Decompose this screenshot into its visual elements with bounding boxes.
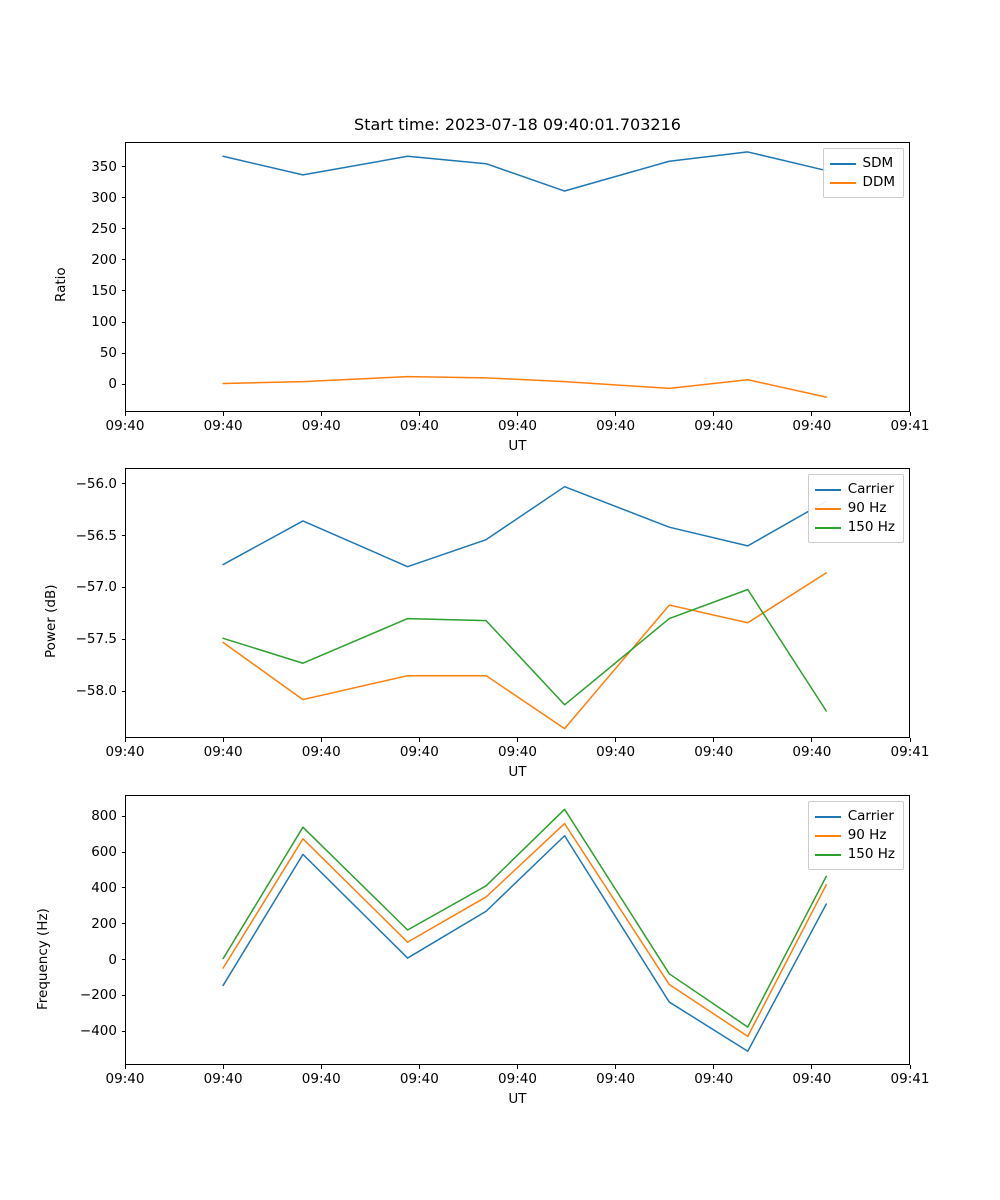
y-tick-label: 50 [99,345,117,362]
legend-label: SDM [862,155,894,171]
x-tick-label: 09:40 [694,418,734,434]
power-panel [43,468,930,780]
x-tick-label: 09:40 [498,744,537,760]
x-tick-label: 09:40 [301,1071,341,1087]
legend-color-swatch [830,163,856,165]
y-tick-label: −57.0 [75,579,117,596]
y-tick-label: −56.0 [75,475,117,492]
frequency-series-svg [125,795,910,1065]
x-tickmark [223,738,224,742]
x-tickmark [125,738,126,742]
legend-item[interactable] [830,154,895,173]
x-tick-label: 09:40 [105,744,145,760]
y-tickmark [122,197,126,198]
legend-label: Carrier [847,481,894,497]
y-tick-label: 0 [108,951,117,968]
y-tick-label: 800 [91,808,117,825]
y-tickmark [122,483,126,484]
legend-item[interactable] [815,480,895,499]
legend-color-swatch [815,527,841,529]
y-tickmark [122,166,126,167]
y-tickmark [122,228,126,229]
y-tick-label: 250 [91,220,117,237]
y-tick-label: 200 [91,915,117,932]
x-tickmark [321,412,322,416]
x-tick-label: 09:40 [694,744,734,760]
x-tickmark [419,738,420,742]
x-tickmark [910,1065,911,1069]
x-tick-label: 09:40 [792,418,832,434]
x-tickmark [811,412,812,416]
ratio-series-svg [125,142,910,412]
x-tick-label: 09:40 [399,418,439,434]
x-tick-label: 09:40 [596,744,636,760]
x-tickmark [517,412,518,416]
x-tickmark [321,738,322,742]
x-tick-label: 09:41 [890,418,930,434]
y-tickmark [122,887,126,888]
ratio-xlabel: UT [508,438,527,454]
y-tick-label: 200 [91,251,117,268]
x-tick-label: 09:40 [105,1071,145,1087]
y-tickmark [122,535,126,536]
y-tickmark [122,959,126,960]
legend-color-swatch [815,835,841,837]
x-tickmark [713,1065,714,1069]
y-tickmark [122,852,126,853]
series-line [223,377,826,397]
y-tick-label: 350 [91,158,117,175]
legend-item[interactable] [815,845,895,864]
x-tickmark [125,412,126,416]
x-tickmark [615,412,616,416]
frequency-legend[interactable] [808,801,904,870]
x-tickmark [223,1065,224,1069]
x-tick-label: 09:40 [105,418,145,434]
legend-item[interactable] [830,173,895,192]
x-tick-label: 09:40 [203,418,243,434]
x-tick-label: 09:40 [498,418,537,434]
y-tickmark [122,691,126,692]
series-line [223,590,826,712]
x-tickmark [517,738,518,742]
y-tickmark [122,259,126,260]
x-tickmark [223,412,224,416]
legend-color-swatch [830,182,856,184]
series-line [223,573,826,729]
legend-color-swatch [815,508,841,510]
power-legend[interactable] [808,474,904,543]
y-tickmark [122,322,126,323]
y-tickmark [122,353,126,354]
legend-color-swatch [815,489,841,491]
x-tickmark [615,1065,616,1069]
y-tick-label: 600 [91,844,117,861]
x-tickmark [125,1065,126,1069]
y-tickmark [122,639,126,640]
legend-item[interactable] [815,807,895,826]
x-tick-label: 09:40 [301,418,341,434]
x-tick-label: 09:40 [399,1071,439,1087]
x-tick-label: 09:40 [792,744,832,760]
legend-item[interactable] [815,826,895,845]
ratio-ylabel: Ratio [53,267,69,302]
y-tick-label: 150 [91,282,117,299]
y-tick-label: 400 [91,879,117,896]
x-tickmark [419,412,420,416]
x-tick-label: 09:40 [203,1071,243,1087]
y-tickmark [122,1031,126,1032]
series-line [223,152,826,191]
x-tick-label: 09:40 [498,1071,537,1087]
x-tick-label: 09:40 [596,418,636,434]
x-tick-label: 09:40 [792,1071,832,1087]
legend-item[interactable] [815,499,895,518]
x-tickmark [419,1065,420,1069]
legend-label: Carrier [847,808,894,824]
y-tick-label: −58.0 [75,683,117,700]
y-tickmark [122,384,126,385]
x-tickmark [811,738,812,742]
y-tickmark [122,290,126,291]
y-tickmark [122,816,126,817]
x-tick-label: 09:40 [596,1071,636,1087]
legend-label: 150 Hz [847,846,895,862]
x-tick-label: 09:40 [301,744,341,760]
ratio-legend[interactable] [823,148,904,198]
legend-label: DDM [862,174,895,190]
x-tickmark [615,738,616,742]
y-tickmark [122,995,126,996]
x-tickmark [713,412,714,416]
legend-color-swatch [815,816,841,818]
power-xlabel: UT [508,764,527,780]
x-tick-label: 09:40 [203,744,243,760]
ratio-panel [53,115,930,454]
y-tickmark [122,923,126,924]
x-tickmark [910,412,911,416]
x-tickmark [321,1065,322,1069]
x-tick-label: 09:40 [399,744,439,760]
x-tick-label: 09:41 [890,744,930,760]
frequency-xlabel: UT [508,1091,527,1107]
y-tick-label: −56.5 [75,527,117,544]
x-tickmark [517,1065,518,1069]
x-tickmark [713,738,714,742]
legend-label: 90 Hz [847,827,887,843]
series-line [223,487,826,567]
x-tickmark [910,738,911,742]
x-tickmark [811,1065,812,1069]
legend-item[interactable] [815,518,895,537]
legend-label: 150 Hz [847,519,895,535]
y-tick-label: 100 [91,314,117,330]
legend-label: 90 Hz [847,500,887,516]
y-tick-label: −57.5 [75,631,117,648]
power-ylabel: Power (dB) [43,584,59,658]
y-tick-label: 0 [108,376,117,393]
power-series-svg [125,468,910,738]
frequency-panel [35,795,930,1107]
x-tick-label: 09:41 [890,1071,930,1087]
x-tick-label: 09:40 [694,1071,734,1087]
series-line [223,824,826,1037]
frequency-ylabel: Frequency (Hz) [35,908,51,1010]
legend-color-swatch [815,854,841,856]
y-tickmark [122,587,126,588]
figure-title: Start time: 2023-07-18 09:40:01.703216 [354,115,681,134]
y-tick-label: −200 [79,987,117,1004]
series-line [223,809,826,1027]
y-tick-label: 300 [91,189,117,206]
y-tick-label: −400 [79,1023,117,1040]
